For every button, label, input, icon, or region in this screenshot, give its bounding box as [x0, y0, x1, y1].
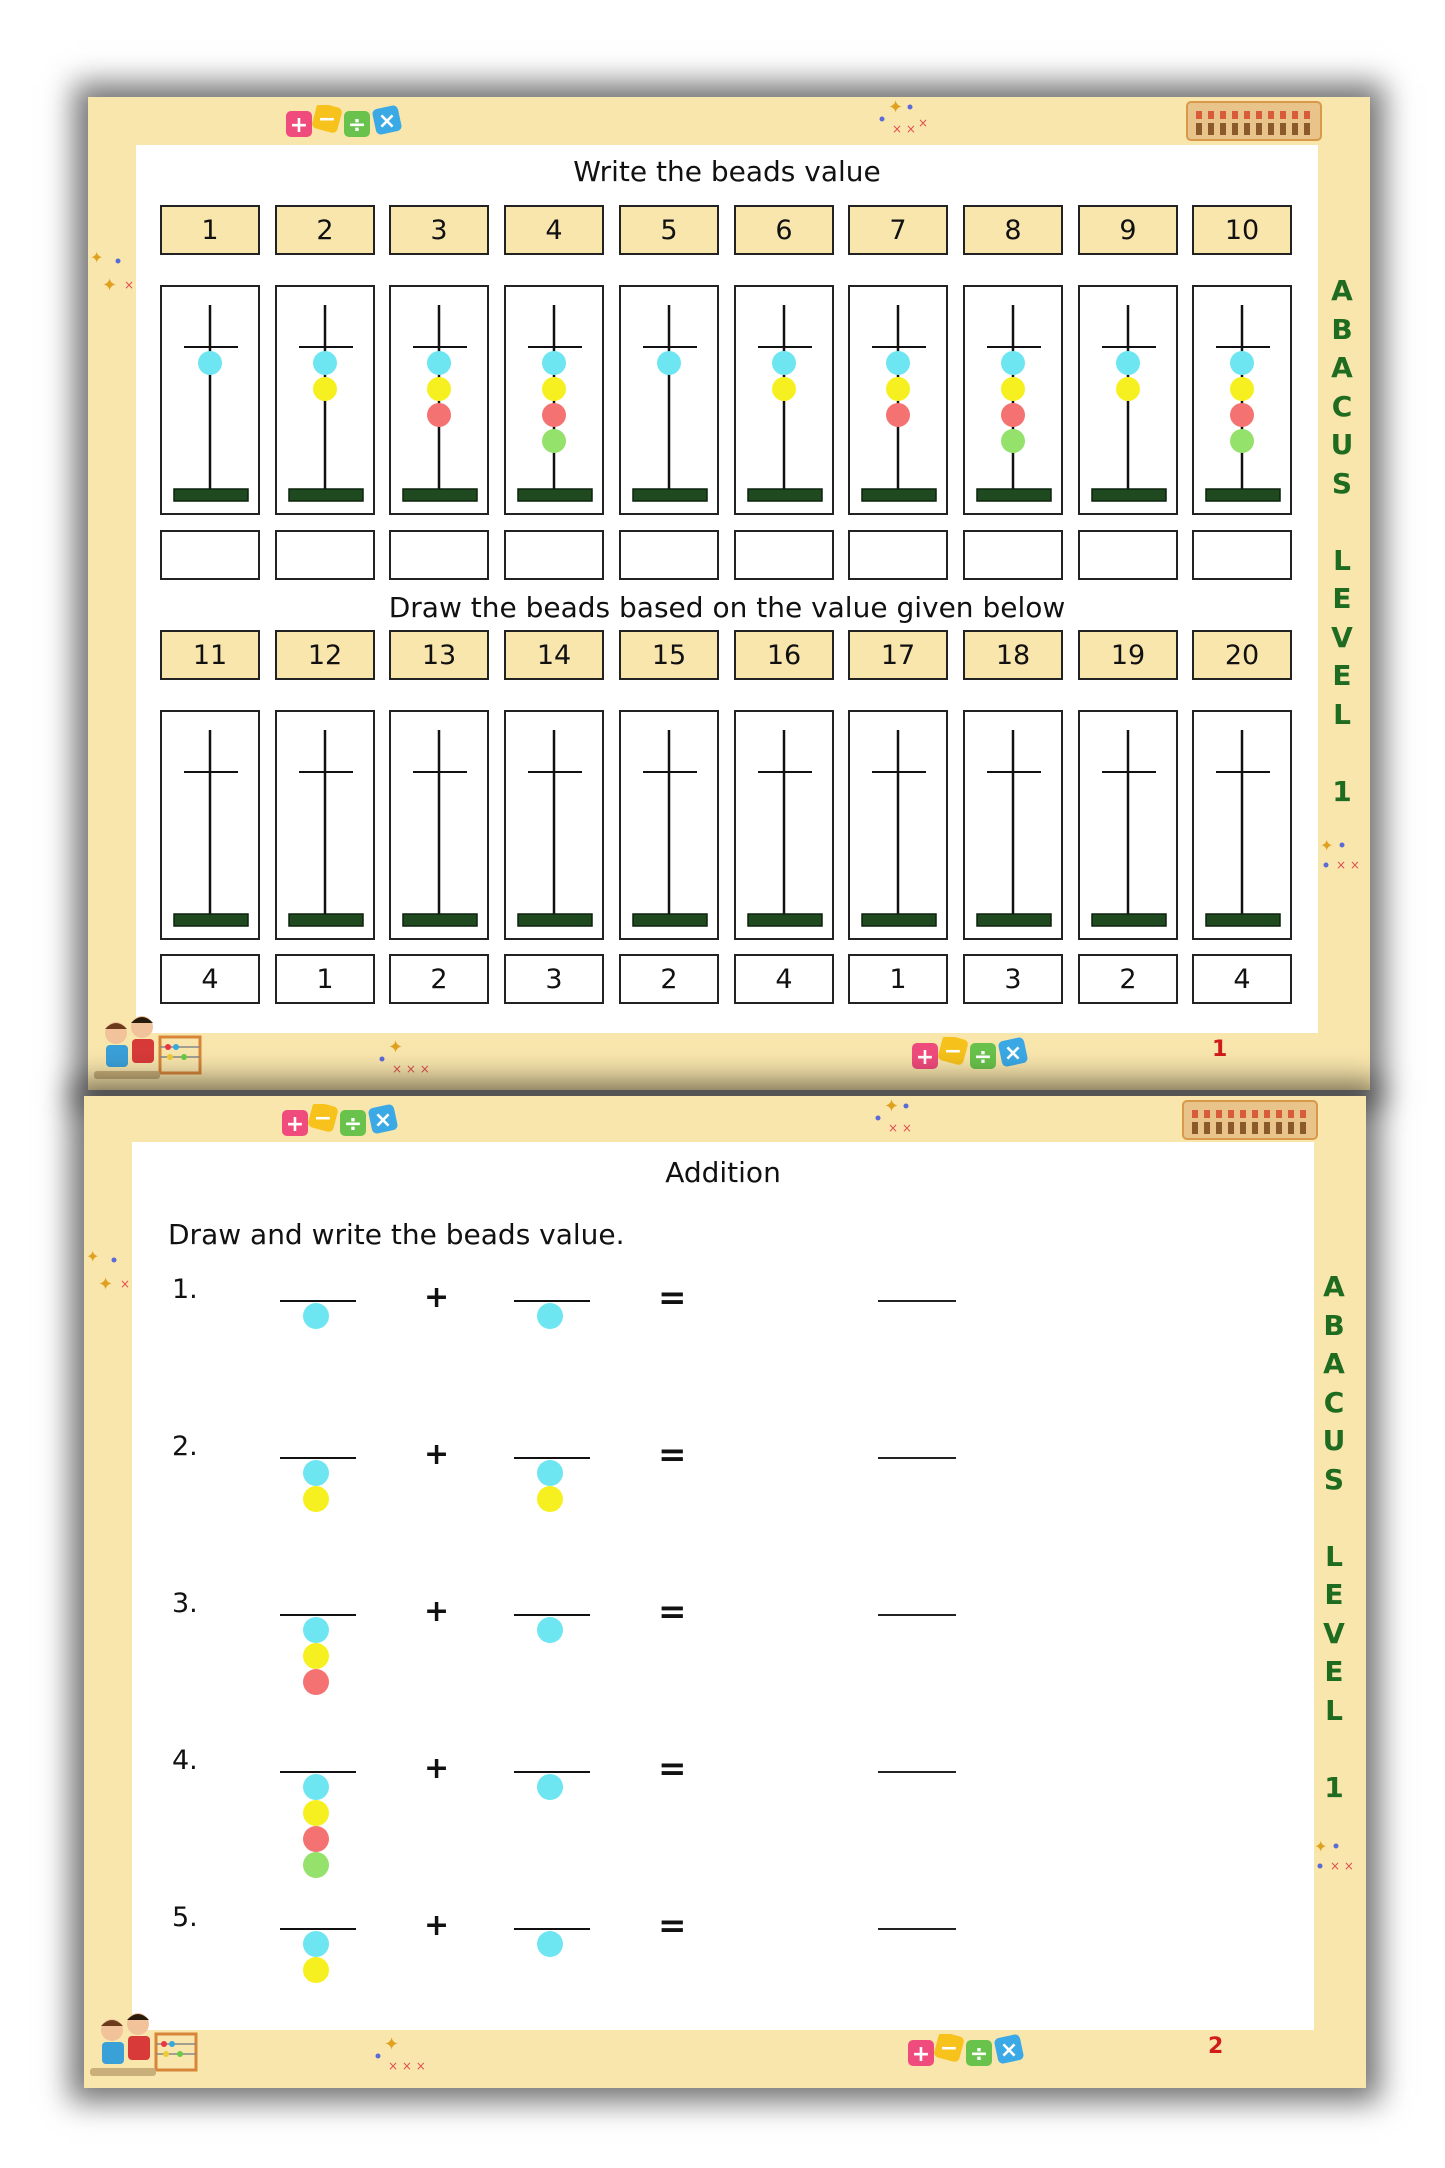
abacus-rod	[736, 287, 836, 517]
abacus-rod-box-6	[734, 285, 834, 515]
value-box-5: 2	[619, 954, 719, 1004]
number-box-9: 9	[1078, 205, 1178, 255]
draw-rod-box-4	[504, 710, 604, 940]
value-box-4: 3	[504, 954, 604, 1004]
bead	[303, 1826, 329, 1852]
rod-base	[174, 914, 248, 926]
worksheet-page-1	[88, 97, 1370, 1090]
svg-text:✦: ✦	[102, 275, 118, 296]
question-number: 3.	[172, 1588, 198, 1619]
side-letter: V	[1331, 620, 1353, 654]
side-letter: E	[1332, 659, 1352, 692]
bead	[303, 1931, 329, 1957]
number-box-5: 5	[619, 205, 719, 255]
number-box-1: 1	[160, 205, 260, 255]
side-letter: S	[1331, 466, 1353, 500]
worksheet-panel	[136, 145, 1318, 1033]
svg-text:✦: ✦	[98, 1274, 114, 1295]
bead	[303, 1486, 329, 1512]
answer-box-7[interactable]	[848, 530, 948, 580]
abacus-rod	[162, 712, 262, 942]
value-box-9: 2	[1078, 954, 1178, 1004]
value-box-6: 4	[734, 954, 834, 1004]
bead	[537, 1617, 563, 1643]
draw-rod-box-1	[160, 710, 260, 940]
draw-rod-box-10	[1192, 710, 1292, 940]
equals-sign: =	[658, 1592, 687, 1632]
svg-text:✦: ✦	[888, 97, 904, 118]
worksheet-title: Write the beads value	[573, 155, 881, 188]
answer-box-3[interactable]	[389, 530, 489, 580]
bead	[303, 1774, 329, 1800]
answer-line[interactable]	[878, 1614, 956, 1616]
number-box-9: 19	[1078, 630, 1178, 680]
svg-text:−: −	[313, 1106, 333, 1131]
abacus-rod	[850, 712, 950, 942]
bead	[198, 351, 222, 375]
side-letter: A	[1331, 351, 1353, 384]
number-box-7: 7	[848, 205, 948, 255]
side-letter: L	[1333, 697, 1351, 731]
abacus-rod	[391, 287, 491, 517]
sparkle-icon	[374, 2034, 434, 2078]
abacus-rod	[277, 287, 377, 517]
svg-text:×: ×	[124, 278, 135, 292]
rod-base	[748, 489, 822, 501]
abacus-rod	[736, 712, 836, 942]
abacus-rod-box-9	[1078, 285, 1178, 515]
svg-text:×: ×	[120, 1277, 131, 1291]
value-box-2: 1	[275, 954, 375, 1004]
draw-rod-box-5	[619, 710, 719, 940]
equals-sign: =	[658, 1278, 687, 1318]
answer-line[interactable]	[878, 1928, 956, 1930]
abacus-rod-box-5	[619, 285, 719, 515]
number-box-5: 15	[619, 630, 719, 680]
bead	[772, 351, 796, 375]
side-letter: V	[1323, 1616, 1345, 1650]
side-letter: E	[1332, 582, 1352, 615]
page-number: 2	[1208, 2034, 1224, 2059]
side-letter: L	[1333, 543, 1351, 577]
side-letter: A	[1323, 1270, 1345, 1303]
bead	[1116, 377, 1140, 401]
left-operand-beads	[278, 1926, 358, 2046]
value-box-7: 1	[848, 954, 948, 1004]
bead	[303, 1800, 329, 1826]
abacus-rod	[621, 712, 721, 942]
abacus-rod	[1080, 712, 1180, 942]
equals-sign: =	[658, 1749, 687, 1789]
rod-base	[518, 489, 592, 501]
bead	[313, 351, 337, 375]
number-box-7: 17	[848, 630, 948, 680]
side-letter: C	[1323, 1385, 1345, 1419]
svg-text:÷: ÷	[969, 2042, 989, 2067]
right-operand-beads	[512, 1612, 592, 1732]
abacus-rod-box-7	[848, 285, 948, 515]
side-letter: L	[1325, 1539, 1343, 1573]
bead	[537, 1486, 563, 1512]
math-symbols-icon	[912, 1037, 1032, 1073]
rod-base	[518, 914, 592, 926]
answer-line[interactable]	[878, 1457, 956, 1459]
left-operand-beads	[278, 1769, 358, 1889]
rod-base	[1206, 489, 1280, 501]
bead	[886, 377, 910, 401]
rod-base	[1092, 489, 1166, 501]
bead	[542, 351, 566, 375]
number-box-2: 2	[275, 205, 375, 255]
rod-base	[977, 489, 1051, 501]
svg-text:+: +	[911, 2042, 931, 2067]
number-box-2: 12	[275, 630, 375, 680]
draw-rod-box-3	[389, 710, 489, 940]
bead	[303, 1957, 329, 1983]
abacus-rod-box-1	[160, 285, 260, 515]
sparkle-icon	[88, 247, 138, 307]
right-operand-beads	[512, 1298, 592, 1418]
svg-text:× ×: × ×	[892, 122, 916, 136]
side-letter: U	[1322, 1424, 1346, 1457]
side-letter: A	[1323, 1347, 1345, 1380]
svg-text:× ×: × ×	[888, 1121, 912, 1135]
abacus-rod-box-10	[1192, 285, 1292, 515]
side-letter: E	[1324, 1578, 1344, 1611]
rod-base	[633, 914, 707, 926]
right-operand-beads	[512, 1926, 592, 2046]
number-box-6: 16	[734, 630, 834, 680]
bead	[542, 429, 566, 453]
number-box-4: 4	[504, 205, 604, 255]
bead	[886, 351, 910, 375]
draw-rod-box-9	[1078, 710, 1178, 940]
svg-text:+: +	[915, 1045, 935, 1070]
value-box-8: 3	[963, 954, 1063, 1004]
svg-text:× × ×: × × ×	[392, 1062, 430, 1076]
side-letter: B	[1323, 1308, 1345, 1342]
rod-base	[977, 914, 1051, 926]
sparkle-icon	[874, 1096, 934, 1140]
svg-text:× ×: × ×	[1336, 858, 1360, 872]
answer-box-5[interactable]	[619, 530, 719, 580]
number-box-4: 14	[504, 630, 604, 680]
draw-rod-box-2	[275, 710, 375, 940]
number-box-8: 18	[963, 630, 1063, 680]
svg-text:✦: ✦	[1320, 836, 1334, 855]
rod-base	[862, 914, 936, 926]
abacus-rod	[1080, 287, 1180, 517]
question-number: 4.	[172, 1745, 198, 1776]
bead	[427, 377, 451, 401]
bead	[1230, 351, 1254, 375]
draw-rod-box-8	[963, 710, 1063, 940]
rod-base	[633, 489, 707, 501]
abacus-rod	[1194, 712, 1294, 942]
rod-base	[403, 914, 477, 926]
svg-text:×: ×	[377, 109, 397, 134]
svg-text:✦: ✦	[90, 248, 104, 267]
math-symbols-icon	[282, 1104, 402, 1140]
bead	[657, 351, 681, 375]
abacus-rod	[162, 287, 262, 517]
question-number: 2.	[172, 1431, 198, 1462]
side-letter: E	[1324, 1655, 1344, 1688]
number-box-3: 13	[389, 630, 489, 680]
question-number: 5.	[172, 1902, 198, 1933]
side-letter: L	[1325, 1693, 1343, 1727]
bead	[1001, 351, 1025, 375]
value-box-1: 4	[160, 954, 260, 1004]
sparkle-icon	[878, 97, 938, 141]
svg-text:−: −	[943, 1039, 963, 1064]
draw-rod-box-7	[848, 710, 948, 940]
abacus-rod	[1194, 287, 1294, 517]
left-operand-beads	[278, 1612, 358, 1732]
math-symbols-icon	[908, 2034, 1028, 2070]
svg-text:✦: ✦	[884, 1096, 900, 1117]
number-box-1: 11	[160, 630, 260, 680]
svg-text:✦: ✦	[86, 1247, 100, 1266]
draw-rod-box-6	[734, 710, 834, 940]
side-letter: A	[1331, 274, 1353, 307]
abacus-rod	[391, 712, 491, 942]
abacus-icon	[1186, 101, 1322, 141]
kids-abacus-icon	[90, 2012, 200, 2082]
bead	[1230, 429, 1254, 453]
abacus-rod	[850, 287, 950, 517]
worksheet-page-2	[84, 1096, 1366, 2088]
bead	[303, 1669, 329, 1695]
svg-text:+: +	[289, 113, 309, 138]
worksheet-panel	[132, 1142, 1314, 2030]
number-box-10: 20	[1192, 630, 1292, 680]
page-number: 1	[1212, 1037, 1228, 1062]
bead	[537, 1774, 563, 1800]
bead	[537, 1303, 563, 1329]
side-title	[1322, 272, 1362, 811]
left-operand-beads	[278, 1455, 358, 1575]
abacus-rod	[506, 287, 606, 517]
rod-base	[1206, 914, 1280, 926]
right-operand-beads	[512, 1455, 592, 1575]
abacus-rod-box-3	[389, 285, 489, 515]
svg-text:×: ×	[373, 1108, 393, 1133]
abacus-rod	[621, 287, 721, 517]
bead	[303, 1617, 329, 1643]
bead	[1001, 377, 1025, 401]
plus-sign: +	[424, 1594, 450, 1629]
svg-text:+: +	[285, 1112, 305, 1137]
abacus-rod	[277, 712, 377, 942]
abacus-rod-box-4	[504, 285, 604, 515]
bead	[537, 1460, 563, 1486]
sparkle-icon	[1316, 835, 1366, 885]
rod-base	[403, 489, 477, 501]
number-box-6: 6	[734, 205, 834, 255]
number-box-3: 3	[389, 205, 489, 255]
answer-box-10[interactable]	[1192, 530, 1292, 580]
bead	[542, 377, 566, 401]
side-letter: C	[1331, 389, 1353, 423]
bead	[1230, 377, 1254, 401]
rod-base	[748, 914, 822, 926]
answer-box-8[interactable]	[963, 530, 1063, 580]
answer-line[interactable]	[878, 1300, 956, 1302]
value-box-10: 4	[1192, 954, 1292, 1004]
svg-text:−: −	[939, 2036, 959, 2061]
bead	[542, 403, 566, 427]
svg-text:✦: ✦	[388, 1037, 404, 1058]
abacus-icon	[1182, 1100, 1318, 1140]
rod-base	[289, 489, 363, 501]
sparkle-icon	[378, 1037, 438, 1081]
rod-base	[289, 914, 363, 926]
number-box-8: 8	[963, 205, 1063, 255]
svg-text:−: −	[317, 107, 337, 132]
plus-sign: +	[424, 1908, 450, 1943]
abacus-rod-box-8	[963, 285, 1063, 515]
left-operand-beads	[278, 1298, 358, 1418]
plus-sign: +	[424, 1437, 450, 1472]
answer-box-2[interactable]	[275, 530, 375, 580]
rod-base	[1092, 914, 1166, 926]
svg-text:×: ×	[1003, 1041, 1023, 1066]
answer-box-6[interactable]	[734, 530, 834, 580]
instruction-text: Draw and write the beads value.	[168, 1218, 625, 1251]
answer-box-4[interactable]	[504, 530, 604, 580]
equals-sign: =	[658, 1906, 687, 1946]
bead	[427, 351, 451, 375]
bead	[1116, 351, 1140, 375]
sparkle-icon	[84, 1246, 134, 1306]
value-box-3: 2	[389, 954, 489, 1004]
bead	[313, 377, 337, 401]
svg-text:× ×: × ×	[1330, 1859, 1354, 1873]
rod-base	[862, 489, 936, 501]
side-letter: S	[1323, 1462, 1345, 1496]
plus-sign: +	[424, 1280, 450, 1315]
answer-box-1[interactable]	[160, 530, 260, 580]
side-title	[1314, 1268, 1354, 1807]
rod-base	[174, 489, 248, 501]
answer-box-9[interactable]	[1078, 530, 1178, 580]
bead	[1001, 403, 1025, 427]
svg-text:×: ×	[918, 116, 929, 130]
side-letter: B	[1331, 312, 1353, 346]
sparkle-icon	[1310, 1836, 1360, 1886]
bead	[303, 1852, 329, 1878]
bead	[427, 403, 451, 427]
svg-text:÷: ÷	[343, 1112, 363, 1137]
svg-text:÷: ÷	[347, 113, 367, 138]
svg-text:×: ×	[999, 2038, 1019, 2063]
bead	[1230, 403, 1254, 427]
kids-abacus-icon	[94, 1015, 204, 1085]
abacus-rod	[965, 712, 1065, 942]
svg-text:× × ×: × × ×	[388, 2059, 426, 2073]
bead	[1001, 429, 1025, 453]
side-letter: 1	[1332, 774, 1352, 808]
number-box-10: 10	[1192, 205, 1292, 255]
plus-sign: +	[424, 1751, 450, 1786]
question-number: 1.	[172, 1274, 198, 1305]
bead	[537, 1931, 563, 1957]
svg-text:✦: ✦	[1314, 1837, 1328, 1856]
math-symbols-icon	[286, 105, 406, 141]
bead	[886, 403, 910, 427]
svg-text:÷: ÷	[973, 1045, 993, 1070]
abacus-rod-box-2	[275, 285, 375, 515]
svg-text:✦: ✦	[384, 2034, 400, 2055]
side-letter: U	[1330, 428, 1354, 461]
answer-line[interactable]	[878, 1771, 956, 1773]
right-operand-beads	[512, 1769, 592, 1889]
abacus-rod	[965, 287, 1065, 517]
side-letter: 1	[1324, 1770, 1344, 1804]
worksheet-title: Addition	[665, 1156, 781, 1189]
bead	[772, 377, 796, 401]
abacus-rod	[506, 712, 606, 942]
bead	[303, 1643, 329, 1669]
section-title: Draw the beads based on the value given below	[388, 591, 1066, 624]
equals-sign: =	[658, 1435, 687, 1475]
bead	[303, 1460, 329, 1486]
bead	[303, 1303, 329, 1329]
